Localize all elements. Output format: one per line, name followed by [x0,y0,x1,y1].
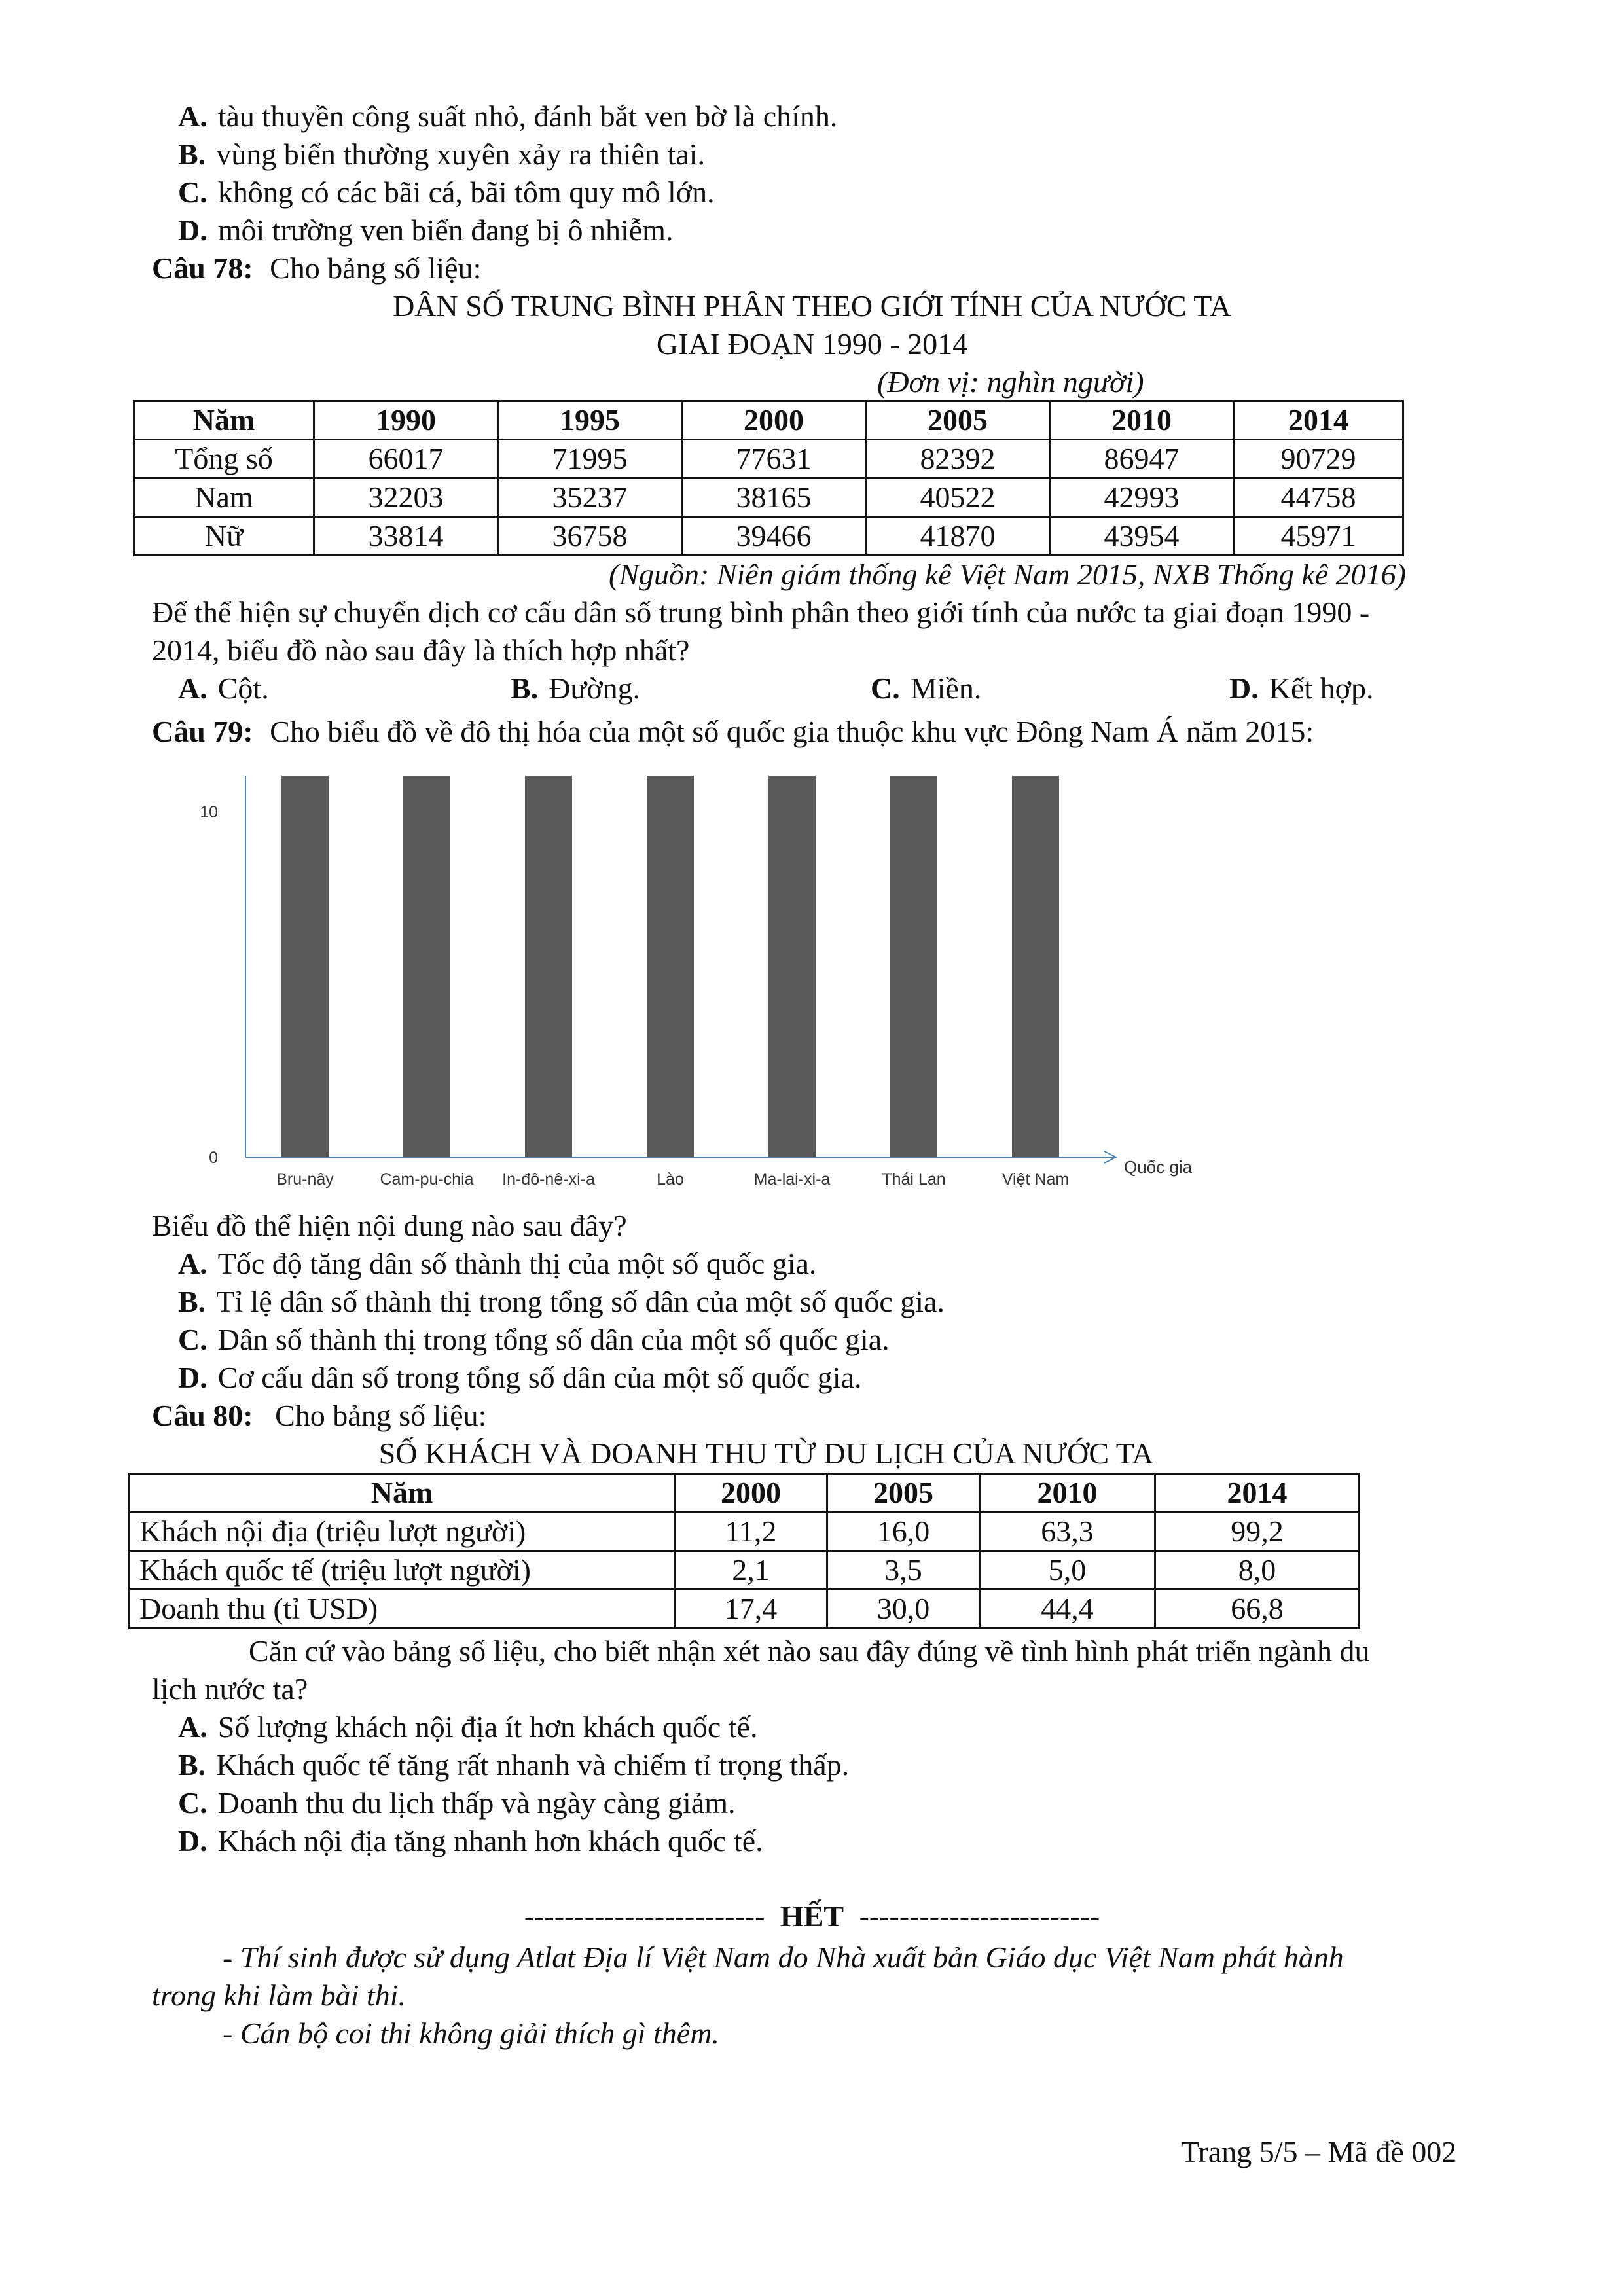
q78-question-line1: Để thể hiện sự chuyển dịch cơ cấu dân số trung bình phân theo giới tính của nước ta giai đoạn 1990 - [152,596,1370,629]
bar [647,776,694,1157]
x-tick-label: Bru-nây [276,1170,334,1189]
table-row [130,1551,1360,1590]
q80-label: Câu 80: [152,1399,253,1432]
table-cell: 16,0 [827,1513,980,1551]
q77-option-b: B. vùng biển thường xuyên xảy ra thiên tai. [178,137,705,171]
table-cell: 42993 [1050,478,1234,517]
table-cell: 90729 [1234,440,1403,478]
bar [768,776,816,1157]
table-cell: 40522 [866,478,1050,517]
q78-option-d: D. Kết hợp. [1229,672,1374,705]
q79-option-b: B. Tỉ lệ dân số thành thị trong tổng số dân của một số quốc gia. [178,1285,945,1318]
table-row [130,1590,1360,1628]
table-header-cell: 2000 [675,1474,827,1513]
q77-option-a: A. tàu thuyền công suất nhỏ, đánh bắt ven bờ là chính. [178,99,838,133]
table-cell: 82392 [866,440,1050,478]
table-cell: 39466 [682,517,866,556]
q80-question-line2: lịch nước ta? [152,1672,308,1706]
q79-question: Biểu đồ thể hiện nội dung nào sau đây? [152,1209,627,1242]
table-cell: 36758 [498,517,682,556]
x-tick-label: Cam-pu-chia [380,1170,474,1189]
q78-option-b: B. Đường. [511,672,641,705]
q77-option-d: D. môi trường ven biển đang bị ô nhiễm. [178,213,674,247]
q78-title-line2: GIAI ĐOẠN 1990 - 2014 [656,327,968,361]
x-tick-label: Ma-lai-xi-a [753,1170,831,1189]
table-cell: 17,4 [675,1590,827,1628]
urbanization-bar-chart [151,776,1198,1208]
q78-option-a: A. Cột. [178,672,269,705]
table-header-cell: 2014 [1155,1474,1360,1513]
y-tick-label: 10 [200,803,218,821]
table-header-cell: 2010 [1050,401,1234,440]
x-tick-label: Thái Lan [882,1170,946,1189]
table-header-cell: Năm [130,1474,675,1513]
q78-question-line2: 2014, biểu đồ nào sau đây là thích hợp nhất? [152,634,690,667]
q78-option-c: C. Miền. [871,672,982,705]
bar [525,776,572,1157]
table-cell: 99,2 [1155,1513,1360,1551]
table-cell: 86947 [1050,440,1234,478]
q79-heading [152,717,1314,747]
table-header-row [134,401,1403,440]
table-cell: 44,4 [980,1590,1155,1628]
q80-title: SỐ KHÁCH VÀ DOANH THU TỪ DU LỊCH CỦA NƯỚC TA [378,1437,1154,1470]
q78-intro: Cho bảng số liệu: [270,251,482,285]
y-tick-label: 0 [209,1149,218,1167]
table-cell: 77631 [682,440,866,478]
table-cell: 33814 [314,517,498,556]
table-cell: Khách quốc tế (triệu lượt người) [130,1551,675,1590]
q78-unit: (Đơn vị: nghìn người) [877,365,1144,399]
table-cell: 35237 [498,478,682,517]
q78-title-line1: DÂN SỐ TRUNG BÌNH PHÂN THEO GIỚI TÍNH CỦA NƯỚC TA [393,289,1231,323]
table-cell: Nữ [134,517,314,556]
table-row [134,517,1403,556]
note1-line2: trong khi làm bài thi. [152,1979,406,2012]
table-header-cell: 2014 [1234,401,1403,440]
table-cell: 2,1 [675,1551,827,1590]
table-cell: 71995 [498,440,682,478]
table-cell: 38165 [682,478,866,517]
table-cell: 32203 [314,478,498,517]
q80-table [128,1473,1360,1629]
q80-intro: Cho bảng số liệu: [275,1399,487,1432]
table-header-cell: 2000 [682,401,866,440]
table-cell: 8,0 [1155,1551,1360,1590]
table-header-cell: Năm [134,401,314,440]
table-header-cell: 2005 [866,401,1050,440]
table-cell: Doanh thu (tỉ USD) [130,1590,675,1628]
q79-option-c: C. Dân số thành thị trong tổng số dân của một số quốc gia. [178,1323,890,1356]
table-cell: 3,5 [827,1551,980,1590]
q80-question-line1: Căn cứ vào bảng số liệu, cho biết nhận xét nào sau đây đúng về tình hình phát triển ngành du [249,1634,1370,1668]
q79-option-a: A. Tốc độ tăng dân số thành thị của một số quốc gia. [178,1247,817,1280]
bar [403,776,450,1157]
q80-option-b: B. Khách quốc tế tăng rất nhanh và chiếm tỉ trọng thấp. [178,1748,850,1782]
x-tick-label: Lào [657,1170,684,1189]
table-header-cell: 1990 [314,401,498,440]
x-tick-label: In-đô-nê-xi-a [502,1170,595,1189]
table-header-cell: 1995 [498,401,682,440]
bar [890,776,937,1157]
table-cell: Tổng số [134,440,314,478]
q79-option-d: D. Cơ cấu dân số trong tổng số dân của một số quốc gia. [178,1361,862,1394]
q79-intro: Cho biểu đồ về đô thị hóa của một số quốc gia thuộc khu vực Đông Nam Á năm 2015: [270,715,1314,748]
end-marker: ------------------------ HẾT ------------------------ [524,1899,1100,1933]
table-cell: 66017 [314,440,498,478]
q80-option-a: A. Số lượng khách nội địa ít hơn khách quốc tế. [178,1710,758,1744]
q78-heading [152,253,481,283]
bar [1012,776,1059,1157]
note1-line1: - Thí sinh được sử dụng Atlat Địa lí Việt Nam do Nhà xuất bản Giáo dục Việt Nam phát hành [223,1941,1344,1974]
q80-option-c: C. Doanh thu du lịch thấp và ngày càng giảm. [178,1786,736,1820]
q78-table [133,400,1404,556]
table-cell: Nam [134,478,314,517]
note2: - Cán bộ coi thi không giải thích gì thêm. [223,2017,719,2050]
table-cell: 11,2 [675,1513,827,1551]
x-tick-label: Việt Nam [1001,1170,1070,1189]
q77-option-c: C. không có các bãi cá, bãi tôm quy mô lớn. [178,175,715,209]
q78-label: Câu 78: [152,251,253,285]
page-number: Trang 5/5 – Mã đề 002 [1181,2135,1457,2168]
table-cell: 43954 [1050,517,1234,556]
table-header-cell: 2010 [980,1474,1155,1513]
table-cell: 66,8 [1155,1590,1360,1628]
table-row [134,478,1403,517]
table-row [134,440,1403,478]
table-cell: 41870 [866,517,1050,556]
table-row [130,1513,1360,1551]
x-axis-label: Quốc gia [1124,1157,1193,1177]
table-cell: 44758 [1234,478,1403,517]
q78-source: (Nguồn: Niên giám thống kê Việt Nam 2015, NXB Thống kê 2016) [609,558,1406,591]
bar [281,776,329,1157]
table-cell: 5,0 [980,1551,1155,1590]
table-header-cell: 2005 [827,1474,980,1513]
table-cell: 63,3 [980,1513,1155,1551]
q79-label: Câu 79: [152,715,253,748]
table-cell: Khách nội địa (triệu lượt người) [130,1513,675,1551]
q80-option-d: D. Khách nội địa tăng nhanh hơn khách quốc tế. [178,1824,763,1857]
table-cell: 30,0 [827,1590,980,1628]
end-word: HẾT [780,1899,844,1933]
q80-heading [152,1401,486,1431]
table-header-row [130,1474,1360,1513]
table-cell: 45971 [1234,517,1403,556]
